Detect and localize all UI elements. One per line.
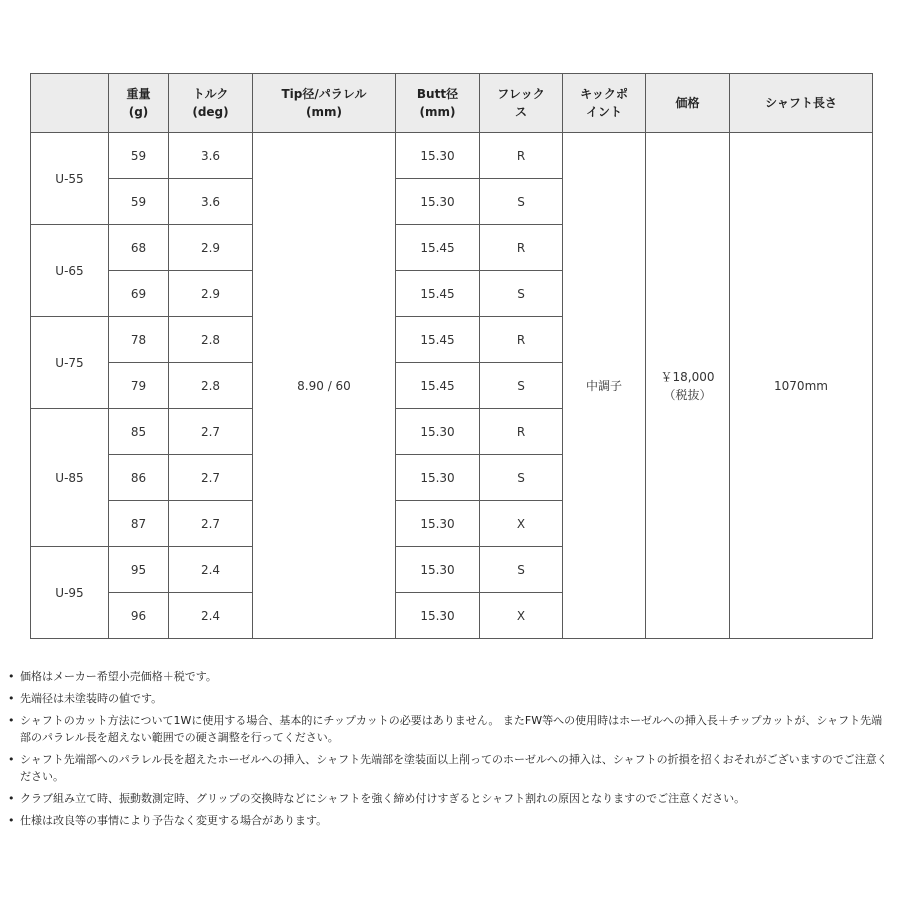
torque-cell: 2.7: [169, 501, 253, 547]
kick-point-cell: 中調子: [563, 133, 646, 639]
weight-cell: 59: [109, 179, 169, 225]
weight-cell: 86: [109, 455, 169, 501]
torque-cell: 2.8: [169, 363, 253, 409]
butt-cell: 15.30: [396, 409, 480, 455]
flex-cell: R: [480, 133, 563, 179]
header-kick-point: キックポ イント: [563, 74, 646, 133]
butt-cell: 15.30: [396, 455, 480, 501]
model-cell: U-95: [31, 547, 109, 639]
torque-cell: 2.4: [169, 547, 253, 593]
butt-cell: 15.45: [396, 271, 480, 317]
header-tip-parallel: Tip径/パラレル (mm): [253, 74, 396, 133]
torque-cell: 2.4: [169, 593, 253, 639]
weight-cell: 95: [109, 547, 169, 593]
tip-parallel-cell: 8.90 / 60: [253, 133, 396, 639]
torque-cell: 2.8: [169, 317, 253, 363]
weight-cell: 96: [109, 593, 169, 639]
butt-cell: 15.30: [396, 133, 480, 179]
header-torque: トルク (deg): [169, 74, 253, 133]
torque-cell: 2.7: [169, 455, 253, 501]
price-cell: ￥18,000 （税抜）: [646, 133, 730, 639]
weight-cell: 87: [109, 501, 169, 547]
flex-cell: X: [480, 501, 563, 547]
flex-cell: S: [480, 547, 563, 593]
flex-cell: S: [480, 363, 563, 409]
flex-cell: S: [480, 179, 563, 225]
list-item: • シャフト先端部へのパラレル長を超えたホーゼルへの挿入、シャフト先端部を塗装面以上削ってのホーゼルへの挿入は、シャフトの折損を招くおそれがございますのでご注意ください。: [8, 751, 892, 785]
butt-cell: 15.30: [396, 501, 480, 547]
header-flex: フレック ス: [480, 74, 563, 133]
torque-cell: 3.6: [169, 133, 253, 179]
weight-cell: 79: [109, 363, 169, 409]
flex-cell: X: [480, 593, 563, 639]
list-item: • シャフトのカット方法について1Wに使用する場合、基本的にチップカットの必要はありません。 またFW等への使用時はホーゼルへの挿入長＋チップカットが、シャフト先端部のパラレル長を超えない範囲での硬さ調整を行ってください。: [8, 712, 892, 746]
header-model: [31, 74, 109, 133]
model-cell: U-85: [31, 409, 109, 547]
butt-cell: 15.30: [396, 179, 480, 225]
header-row: [31, 74, 873, 133]
butt-cell: 15.45: [396, 317, 480, 363]
butt-cell: 15.45: [396, 225, 480, 271]
butt-cell: 15.30: [396, 547, 480, 593]
weight-cell: 59: [109, 133, 169, 179]
flex-cell: R: [480, 317, 563, 363]
model-cell: U-75: [31, 317, 109, 409]
notes-list: [8, 668, 892, 834]
weight-cell: 85: [109, 409, 169, 455]
shaft-spec-table: [30, 73, 873, 639]
torque-cell: 2.9: [169, 271, 253, 317]
table-row: [31, 133, 873, 179]
torque-cell: 2.7: [169, 409, 253, 455]
header-butt: Butt径 (mm): [396, 74, 480, 133]
flex-cell: R: [480, 225, 563, 271]
list-item: • 仕様は改良等の事情により予告なく変更する場合があります。: [8, 812, 892, 829]
butt-cell: 15.30: [396, 593, 480, 639]
torque-cell: 2.9: [169, 225, 253, 271]
weight-cell: 78: [109, 317, 169, 363]
header-shaft-length: シャフト長さ: [730, 74, 873, 133]
torque-cell: 3.6: [169, 179, 253, 225]
flex-cell: R: [480, 409, 563, 455]
model-cell: U-65: [31, 225, 109, 317]
shaft-length-cell: 1070mm: [730, 133, 873, 639]
header-price: 価格: [646, 74, 730, 133]
flex-cell: S: [480, 455, 563, 501]
list-item: • 先端径は未塗装時の値です。: [8, 690, 892, 707]
list-item: • クラブ組み立て時、振動数測定時、グリップの交換時などにシャフトを強く締め付けすぎるとシャフト割れの原因となりますのでご注意ください。: [8, 790, 892, 807]
butt-cell: 15.45: [396, 363, 480, 409]
header-weight: 重量 (g): [109, 74, 169, 133]
model-cell: U-55: [31, 133, 109, 225]
flex-cell: S: [480, 271, 563, 317]
weight-cell: 68: [109, 225, 169, 271]
list-item: • 価格はメーカー希望小売価格＋税です。: [8, 668, 892, 685]
weight-cell: 69: [109, 271, 169, 317]
